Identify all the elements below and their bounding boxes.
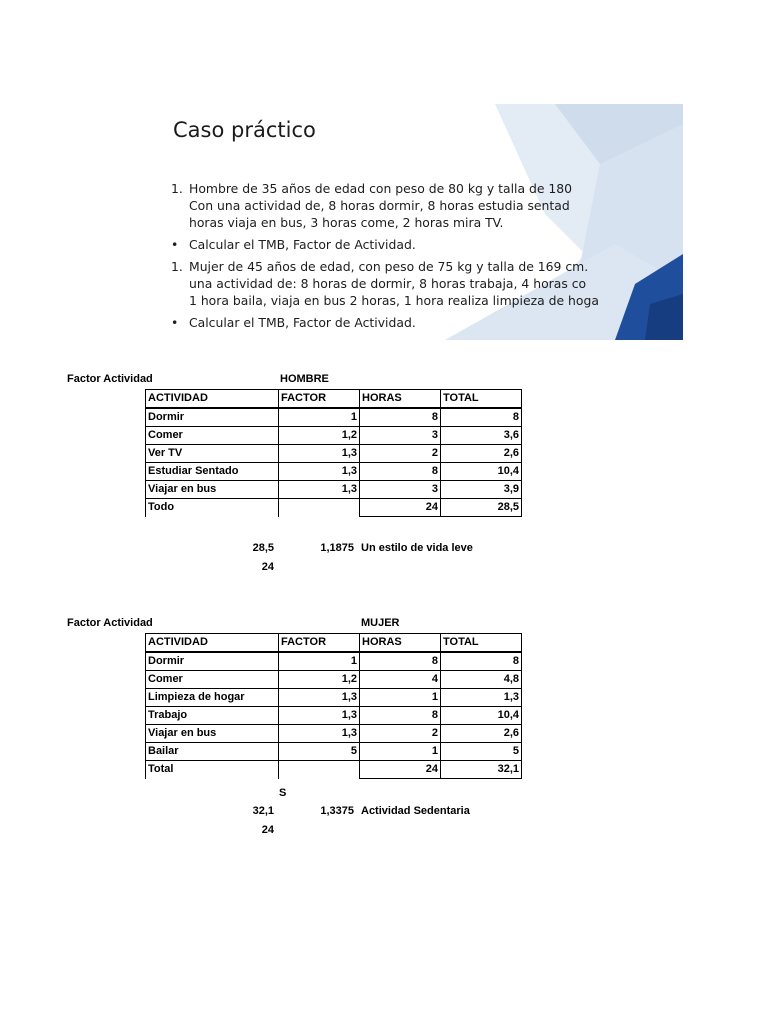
calc-description: Actividad Sedentaria xyxy=(361,805,470,817)
header-cell: HORAS xyxy=(360,390,441,409)
cell-factor: 1 xyxy=(279,408,360,427)
cell-total: 10,4 xyxy=(441,463,522,481)
bullet-marker: • xyxy=(171,315,179,330)
calc-description: Un estilo de vida leve xyxy=(361,542,473,554)
slide-line: Calcular el TMB, Factor de Actividad. xyxy=(189,315,416,330)
table-total-row xyxy=(146,761,522,779)
cell-factor: 1,3 xyxy=(279,689,360,707)
cell-total: 28,5 xyxy=(441,499,522,517)
slide-item-task xyxy=(171,236,683,253)
cell-hours: 24 xyxy=(360,499,441,517)
cell-hours: 24 xyxy=(360,761,441,779)
cell-hours: 3 xyxy=(360,481,441,499)
cell-activity: Total xyxy=(146,761,279,779)
cell-total: 2,6 xyxy=(441,725,522,743)
cell-hours: 3 xyxy=(360,427,441,445)
cell-total: 10,4 xyxy=(441,707,522,725)
cell-hours: 4 xyxy=(360,671,441,689)
cell-factor: 1 xyxy=(279,652,360,671)
table-header-row xyxy=(146,390,522,409)
cell-activity: Bailar xyxy=(146,743,279,761)
slide-line: una actividad de: 8 horas de dormir, 8 horas trabaja, 4 horas co xyxy=(189,276,587,291)
header-cell: FACTOR xyxy=(279,390,360,409)
table-row xyxy=(146,743,522,761)
slide-line: Con una actividad de, 8 horas dormir, 8 horas estudia sentad xyxy=(189,198,570,213)
cell-activity: Viajar en bus xyxy=(146,481,279,499)
cell-factor: 1,2 xyxy=(279,427,360,445)
header-cell: TOTAL xyxy=(441,634,522,653)
table-row xyxy=(146,427,522,445)
cell-hours: 1 xyxy=(360,689,441,707)
slide-body xyxy=(171,180,683,331)
slide-line: Mujer de 45 años de edad, con peso de 75 kg y talla de 169 cm. xyxy=(189,259,589,274)
cell-factor: 5 xyxy=(279,743,360,761)
header-cell: ACTIVIDAD xyxy=(146,390,279,409)
slide-line: 1 hora baila, viaja en bus 2 horas, 1 hora realiza limpieza de hoga xyxy=(189,293,599,308)
cell-hours: 2 xyxy=(360,725,441,743)
section-label-mujer: Factor Actividad xyxy=(67,617,153,629)
cell-total: 4,8 xyxy=(441,671,522,689)
slide-item-task xyxy=(171,314,683,331)
calc-result: 1,1875 xyxy=(320,542,354,554)
slide-title: Caso práctico xyxy=(173,118,316,142)
cell-hours: 8 xyxy=(360,707,441,725)
cell-total: 3,9 xyxy=(441,481,522,499)
mujer-table xyxy=(145,633,522,779)
cell-activity: Trabajo xyxy=(146,707,279,725)
calc-result: 1,3375 xyxy=(320,805,354,817)
cell-activity: Comer xyxy=(146,427,279,445)
table-header-row xyxy=(146,634,522,653)
cell-activity: Comer xyxy=(146,671,279,689)
table-row xyxy=(146,445,522,463)
cell-total: 2,6 xyxy=(441,445,522,463)
table-row xyxy=(146,652,522,671)
cell-hours: 8 xyxy=(360,463,441,481)
header-cell: HORAS xyxy=(360,634,441,653)
cell-hours: 1 xyxy=(360,743,441,761)
cell-factor: 1,3 xyxy=(279,463,360,481)
slide-item-mujer xyxy=(171,258,683,309)
cell-activity: Todo xyxy=(146,499,279,517)
table-row xyxy=(146,725,522,743)
cell-hours: 8 xyxy=(360,652,441,671)
slide-line: Hombre de 35 años de edad con peso de 80 kg y talla de 180 xyxy=(189,181,573,196)
cell-hours: 8 xyxy=(360,408,441,427)
slide-item-hombre xyxy=(171,180,683,231)
stray-cell-text: S xyxy=(279,787,287,799)
bullet-marker: • xyxy=(171,237,179,252)
cell-factor: 1,3 xyxy=(279,707,360,725)
cell-hours: 2 xyxy=(360,445,441,463)
cell-activity: Estudiar Sentado xyxy=(146,463,279,481)
cell-total: 1,3 xyxy=(441,689,522,707)
list-marker: 1. xyxy=(171,259,183,274)
cell-activity: Viajar en bus xyxy=(146,725,279,743)
slide-image xyxy=(145,104,683,340)
calc-numerator: 28,5 xyxy=(252,542,274,554)
header-cell: FACTOR xyxy=(279,634,360,653)
cell-total: 5 xyxy=(441,743,522,761)
table-row xyxy=(146,671,522,689)
header-cell: TOTAL xyxy=(441,390,522,409)
cell-factor xyxy=(279,499,360,517)
table-row xyxy=(146,707,522,725)
table-row xyxy=(146,463,522,481)
group-label-hombre: HOMBRE xyxy=(280,373,329,385)
cell-total: 8 xyxy=(441,652,522,671)
cell-factor xyxy=(279,761,360,779)
header-cell: ACTIVIDAD xyxy=(146,634,279,653)
group-label-mujer: MUJER xyxy=(361,617,400,629)
calc-denominator: 24 xyxy=(261,561,274,573)
section-label-hombre: Factor Actividad xyxy=(67,373,153,385)
cell-factor: 1,2 xyxy=(279,671,360,689)
cell-factor: 1,3 xyxy=(279,445,360,463)
table-total-row xyxy=(146,499,522,517)
list-marker: 1. xyxy=(171,181,183,196)
cell-total: 8 xyxy=(441,408,522,427)
table-row xyxy=(146,481,522,499)
cell-activity: Limpieza de hogar xyxy=(146,689,279,707)
cell-total: 3,6 xyxy=(441,427,522,445)
cell-factor: 1,3 xyxy=(279,481,360,499)
calc-numerator: 32,1 xyxy=(252,805,274,817)
table-row xyxy=(146,689,522,707)
hombre-table xyxy=(145,389,522,517)
slide-line: Calcular el TMB, Factor de Actividad. xyxy=(189,237,416,252)
table-row xyxy=(146,408,522,427)
slide-line: horas viaja en bus, 3 horas come, 2 horas mira TV. xyxy=(189,215,504,230)
cell-total: 32,1 xyxy=(441,761,522,779)
calc-denominator: 24 xyxy=(261,824,274,836)
cell-activity: Dormir xyxy=(146,652,279,671)
cell-factor: 1,3 xyxy=(279,725,360,743)
cell-activity: Dormir xyxy=(146,408,279,427)
cell-activity: Ver TV xyxy=(146,445,279,463)
